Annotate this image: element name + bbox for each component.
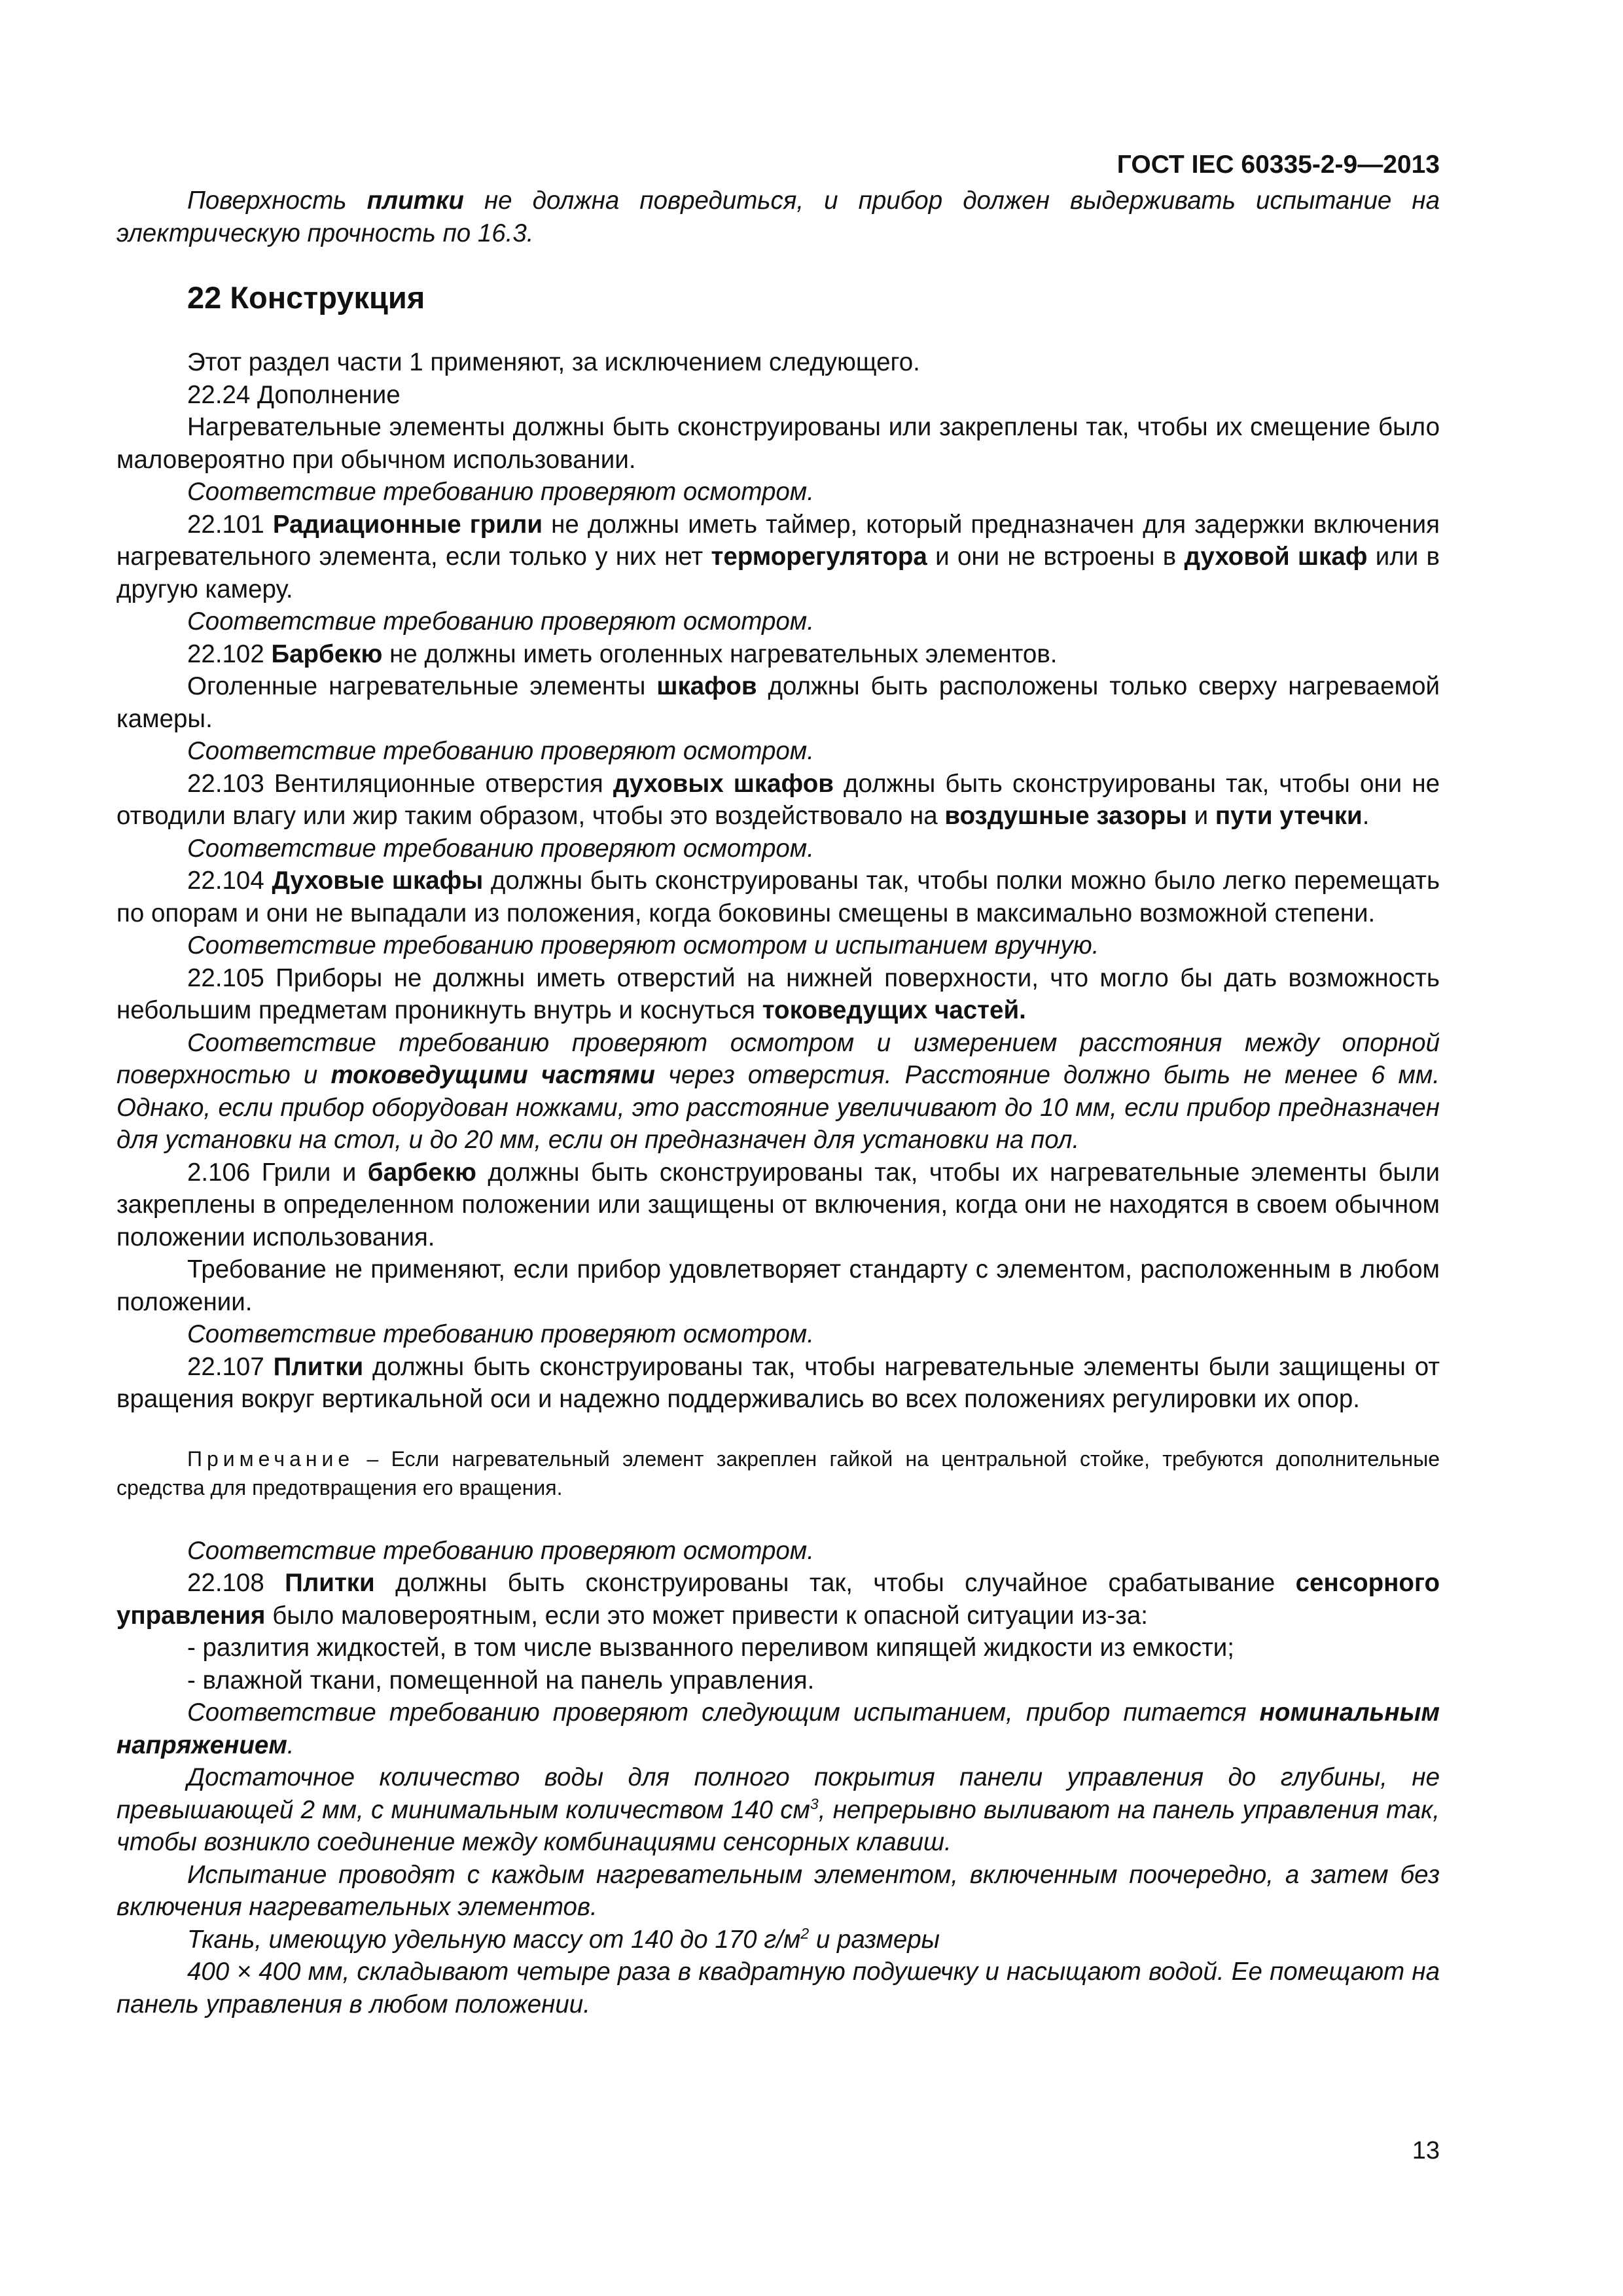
text: 22.101 [187,510,273,539]
text: 22.107 [187,1352,274,1381]
paragraph-water [116,1761,1440,1859]
compliance-check-distance [116,1027,1440,1157]
text: через отверстия. Расстояние должно быть не менее 6 мм. Однако, если прибор оборудован ножками, это расстояние увеличивают до 10 мм, если прибор предназначен для установки на стол, и до 20 мм, если он предназначен для установки на пол. [116,1061,1440,1154]
compliance-check: Соответствие требованию проверяют осмотром. [187,478,814,506]
clause-22-108 [116,1567,1440,1632]
term: Радиационные грили [272,510,543,539]
text: и они не встроены в [927,543,1185,571]
clause-22-104 [116,865,1440,929]
text: Оголенные нагревательные элементы [187,672,657,700]
term: сенсорного управления [116,1569,1440,1630]
text: 22.105 Приборы не должны иметь отверстий на нижней поверхности, что могло бы дать возможность небольшим предметам проникнуть внутрь и коснуться [116,963,1440,1024]
text: 2.106 Грили и [187,1158,368,1187]
paragraph-cloth [116,1924,1440,1956]
text: , непрерывно выливают на панель управления так, чтобы возникло соединение между комбинациями сенсорных клавиш. [116,1795,1440,1856]
text: должны быть сконструированы так, чтобы полки можно было легко перемещать по опорам и они не выпадали из положения, когда боковины смещены в максимально возможной степени. [116,867,1440,927]
text: . [287,1731,294,1759]
compliance-check: Соответствие требованию проверяют осмотром. [187,834,814,863]
superscript: 3 [810,1795,819,1812]
text: . [1362,802,1370,830]
term: терморегулятора [711,543,927,571]
text: не должна повредиться, и прибор должен выдерживать испытание на электрическую прочность по 16.3. [116,187,1440,247]
clause-22-102 [116,638,1440,671]
text: было маловероятным, если это может привести к опасной ситуации из-за: [265,1601,1148,1630]
text: не должны иметь таймер, который предназначен для задержки включения нагревательного элемента, если только у них нет [116,510,1440,571]
term: токоведущих частей. [762,996,1026,1024]
term: Барбекю [271,639,383,668]
text: и размеры [809,1925,940,1954]
text: 22.108 [187,1569,285,1597]
compliance-check: Соответствие требованию проверяют осмотром. [187,1320,814,1348]
term: номинальным напряжением [116,1698,1440,1759]
text: Соответствие требованию проверяют следующим испытанием, прибор питается [187,1698,1260,1727]
compliance-check: Соответствие требованию проверяют осмотром. [187,1536,814,1565]
text: Достаточное количество воды для полного покрытия панели управления до глубины, не превышающей 2 мм, с минимальным количеством 140 см [116,1763,1440,1824]
paragraph-fold: 400 × 400 мм, складывают четыре раза в квадратную подушечку и насыщают водой. Ее помещают на панель управления в любом положении. [116,1958,1440,2018]
section-title: 22 Конструкция [187,280,425,315]
text: Поверхность [187,187,367,215]
term: воздушные зазоры [944,802,1187,830]
text: Соответствие требованию проверяют осмотром и измерением расстояния между опорной поверхностью и [116,1028,1440,1089]
clause-22-24: 22.24 Дополнение [187,380,401,409]
paragraph-apply: Этот раздел части 1 применяют, за исключением следующего. [187,348,920,376]
clause-22-105 [116,962,1440,1027]
term: Плитки [285,1569,375,1597]
paragraph-exposed-elements [116,670,1440,735]
compliance-check: Соответствие требованию проверяют осмотром. [187,607,814,636]
paragraph-elements: Нагревательные элементы должны быть сконструированы или закреплены так, чтобы их смещение было маловероятно при обычном использовании. [116,413,1440,474]
term: плитки [366,187,464,215]
paragraph-test: Испытание проводят с каждым нагревательным элементом, включенным поочередно, а затем без включения нагревательных элементов. [116,1860,1440,1921]
term: шкафов [656,672,757,700]
text: Ткань, имеющую удельную массу от 140 до 170 г/м [187,1925,801,1954]
intro-paragraph [116,185,1440,249]
text: 22.102 [187,639,272,668]
text: и [1186,802,1215,830]
text: должны быть сконструированы так, чтобы случайное срабатывание [374,1569,1296,1597]
paragraph-exception: Требование не применяют, если прибор удовлетворяет стандарту с элементом, расположенным в любом положении. [116,1255,1440,1316]
document-header: ГОСТ IEC 60335-2-9—2013 [1116,151,1440,179]
term: токоведущими частями [330,1061,655,1089]
text: 22.104 [187,867,272,895]
clause-22-103 [116,768,1440,833]
text: должны быть сконструированы так, чтобы нагревательные элементы были защищены от вращения вокруг вертикальной оси и надежно поддерживались во всех положениях регулировки их опор. [116,1352,1440,1413]
term: духовой шкаф [1184,543,1368,571]
page-number: 13 [1412,2137,1440,2164]
compliance-check: Соответствие требованию проверяют осмотром. [187,737,814,765]
text: не должны иметь оголенных нагревательных элементов. [382,639,1058,668]
document-page [116,149,1440,2020]
note-label: Примечание [187,1446,355,1471]
compliance-check-manual: Соответствие требованию проверяют осмотром и испытанием вручную. [187,931,1099,960]
term: пути утечки [1215,802,1363,830]
list-item: - влажной ткани, помещенной на панель управления. [187,1666,815,1695]
note [116,1444,1440,1502]
text: должны быть расположены только сверху нагреваемой камеры. [116,672,1440,733]
term: Духовые шкафы [272,867,484,895]
superscript: 2 [800,1924,810,1942]
text: должны быть сконструированы так, чтобы их нагревательные элементы были закреплены в определенном положении или защищены от включения, когда они не находятся в своем обычном положении использования. [116,1158,1440,1251]
term: духовых шкафов [613,769,834,798]
text: 22.103 Вентиляционные отверстия [187,769,613,798]
clause-22-106 [116,1157,1440,1254]
note-text: – Если нагревательный элемент закреплен гайкой на центральной стойке, требуются дополнительные средства для предотвращения его вращения. [116,1446,1440,1499]
compliance-check-test [116,1696,1440,1761]
term: барбекю [367,1158,476,1187]
text: должны быть сконструированы так, чтобы они не отводили влагу или жир таким образом, чтобы это воздействовало на [116,769,1440,830]
term: Плитки [273,1352,364,1381]
text: или в другую камеру. [116,543,1440,603]
clause-22-107 [116,1351,1440,1416]
clause-22-101 [116,509,1440,606]
list-item: - разлития жидкостей, в том числе вызванного переливом кипящей жидкости из емкости; [187,1634,1235,1662]
